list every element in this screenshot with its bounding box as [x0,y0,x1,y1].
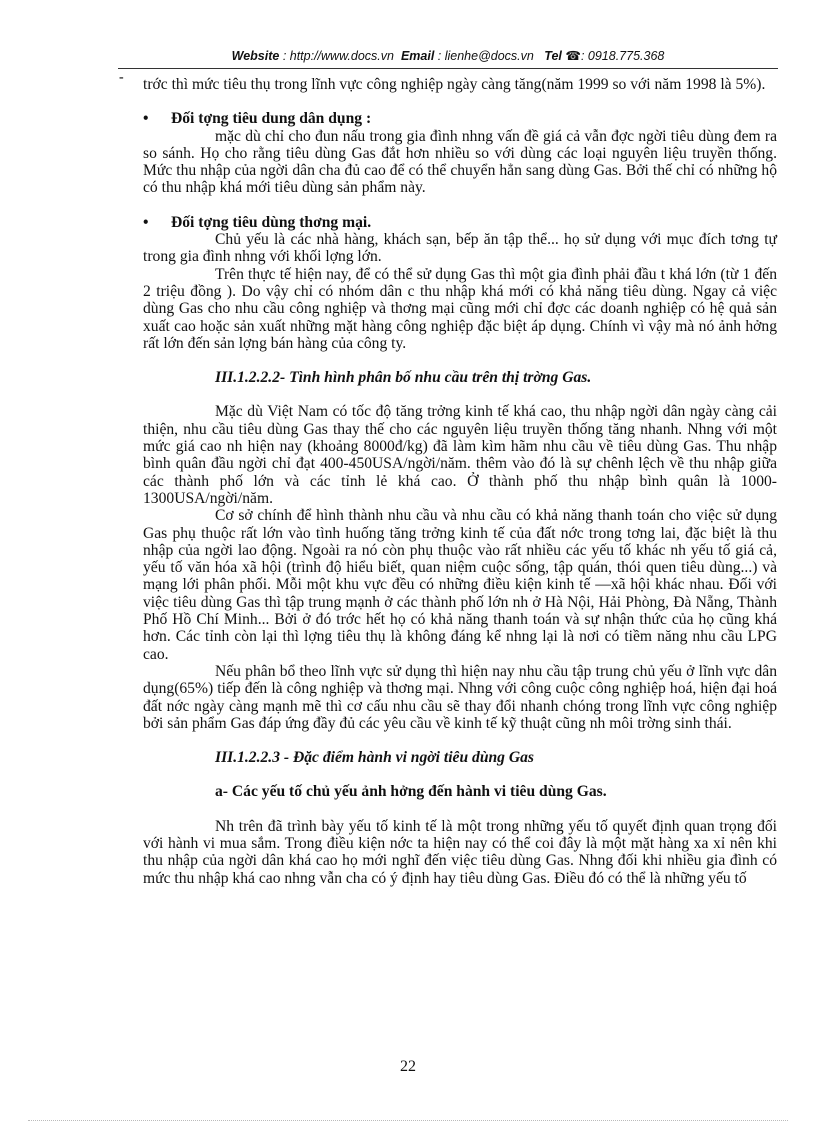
paragraph-4: Cơ sở chính để hình thành nhu cầu và nhu cầu có khả năng thanh toán cho việc sử dụng Gas phụ thuộc rất lớn vào tình huống tăng trởng kinh tế của đất nớc trong tơng lai, đặc biệt là thu nhập của ngời lao động. Ngoài ra nó còn phụ thuộc vào rất nhiều các yếu tố khác nh yếu tố giá cả, yếu tố văn hóa xã hội (trình độ hiểu biết, quan niệm cuộc sống, tập quán, thói quen tiêu dùng...) và mạng lới phân phối. Mỗi một khu vực đều có những điều kiện kinh tế —xã hội khác nhau. Đối với việc tiêu dùng Gas thì tập trung mạnh ở các thành phố lớn nh ở Hà Nội, Hải Phòng, Đà Nẵng, Thành Phố Hồ Chí Minh... Bởi ở đó trớc hết họ có khả năng thanh toán và sự nhận thức của họ cũng khá hơn. Các tỉnh còn lại thì lợng tiêu thụ là không đáng kể nhng lại là nơi có tiềm năng nhu cầu LPG cao. [143,507,777,663]
website-value: : http://www.docs.vn [282,49,394,63]
section-heading-demand-distribution: III.1.2.2.2- Tình hình phân bố nhu cầu trên thị trờng Gas. [215,369,592,387]
section-heading-consumer-behavior: III.1.2.2.3 - Đặc điểm hành vi ngời tiêu dùng Gas [215,749,534,767]
page-header [118,44,778,69]
email-label: Email [400,49,435,63]
tel-value: : 0918.775.368 [580,49,665,63]
bullet-icon: • [143,110,149,128]
phone-icon: ☎ [565,49,581,63]
document-body [143,76,777,887]
website-label: Website [231,49,280,63]
page-number: 22 [400,1058,416,1075]
line-marker: - [119,70,124,85]
paragraph-6: Nh trên đã trình bày yếu tố kinh tế là một trong những yếu tố quyết định quan trọng đối với hành vi mua sắm. Trong điều kiện nớc ta hiện nay có thể coi đây là một mặt hàng xa xỉ nên khi thu nhập của ngời dân khá cao họ mới nghĩ đến việc tiêu dùng Gas. Nhng đối khi nhiều gia đình có mức thu nhập khá cao nhng vẫn cha có ý định hay tiêu dùng Gas. Điều đó có thể là những yếu tố [143,817,777,887]
paragraph-1: trớc thì mức tiêu thụ trong lĩnh vực công nghiệp ngày càng tăng(năm 1999 so với năm 1998 là 5%). [143,76,766,93]
email-value: : lienhe@docs.vn [437,49,534,63]
bullet-residential [143,110,777,127]
section-heading-influencing-factors: a- Các yếu tố chủ yếu ảnh hởng đến hành vi tiêu dùng Gas. [215,783,607,801]
paragraph-5: Nếu phân bổ theo lĩnh vực sử dụng thì hiện nay nhu cầu tập trung chủ yếu ở lĩnh vực dân dụng(65%) tiếp đến là công nghiệp và thơng mại. Nhng với công cuộc công nghiệp hoá, hiện đại hoá đất nớc ngày càng mạnh mẽ thì cơ cấu nhu cầu sẽ thay đổi nhanh chóng trong lĩnh vực công nghiệp bởi sản phẩm Gas đáp ứng đầy đủ các yêu cầu về kinh tế kỹ thuật cũng nh môi trờng sinh thái. [143,662,777,732]
bullet-residential-text: mặc dù chỉ cho đun nấu trong gia đình nhng vấn đề giá cả vẫn đợc ngời tiêu dùng đem ra so sánh. Họ cho rằng tiêu dùng Gas đắt hơn nhiều so với dùng các loại nguyên liệu truyền thống. Mức thu nhập của ngời dân cha đủ cao để có thể chuyển hẳn sang dùng Gas. Bởi thế chỉ có những hộ có thu nhập khá mới tiêu dùng sản phẩm này. [143,127,777,197]
paragraph-2: Trên thực tế hiện nay, để có thể sử dụng Gas thì một gia đình phải đầu t khá lớn (từ 1 đến 2 triệu đồng ). Do vậy chỉ có nhóm dân c thu nhập khá mới có khả năng tiêu dùng. Ngay cả việc dùng Gas cho nhu cầu công nghiệp và thơng mại cũng mới chỉ đợc các doanh nghiệp có hệ quả sản xuất cao hoặc sản xuất những mặt hàng công nghiệp đặc biệt áp dụng. Chính vì vậy mà nó ảnh hởng rất lớn đến sản lợng bán hàng của công ty. [143,265,777,352]
tel-label: Tel [544,49,562,63]
bullet-commercial-text: Chủ yếu là các nhà hàng, khách sạn, bếp ăn tập thể... họ sử dụng với mục đích tơng tự trong gia đình nhng với khối lợng lớn. [143,231,777,266]
bullet-commercial-title: Đối tợng tiêu dùng thơng mại. [171,213,372,231]
paragraph-3: Mặc dù Việt Nam có tốc độ tăng trởng kinh tế khá cao, thu nhập ngời dân ngày càng cải thiện, nhu cầu tiêu dùng Gas thay thế cho các nguyên liệu truyền thống tăng nhanh. Nhng với một mức giá cao nh hiện nay (khoảng 8000đ/kg) đã làm kìm hãm nhu cầu về tiêu dùng Gas. Thu nhập bình quân đầu ngời chỉ đạt 400-450USA/ngời/năm. thêm vào đó là sự chênh lệch về thu nhập giữa các thành phố lớn và các tỉnh lẻ khá cao. Ở thành phố thu nhập bình quân là 1000-1300USA/ngời/năm. [143,403,777,507]
bullet-icon: • [143,213,149,231]
footer-divider [28,1120,788,1121]
bullet-residential-title: Đối tợng tiêu dung dân dụng : [171,110,372,128]
bullet-commercial [143,214,777,231]
